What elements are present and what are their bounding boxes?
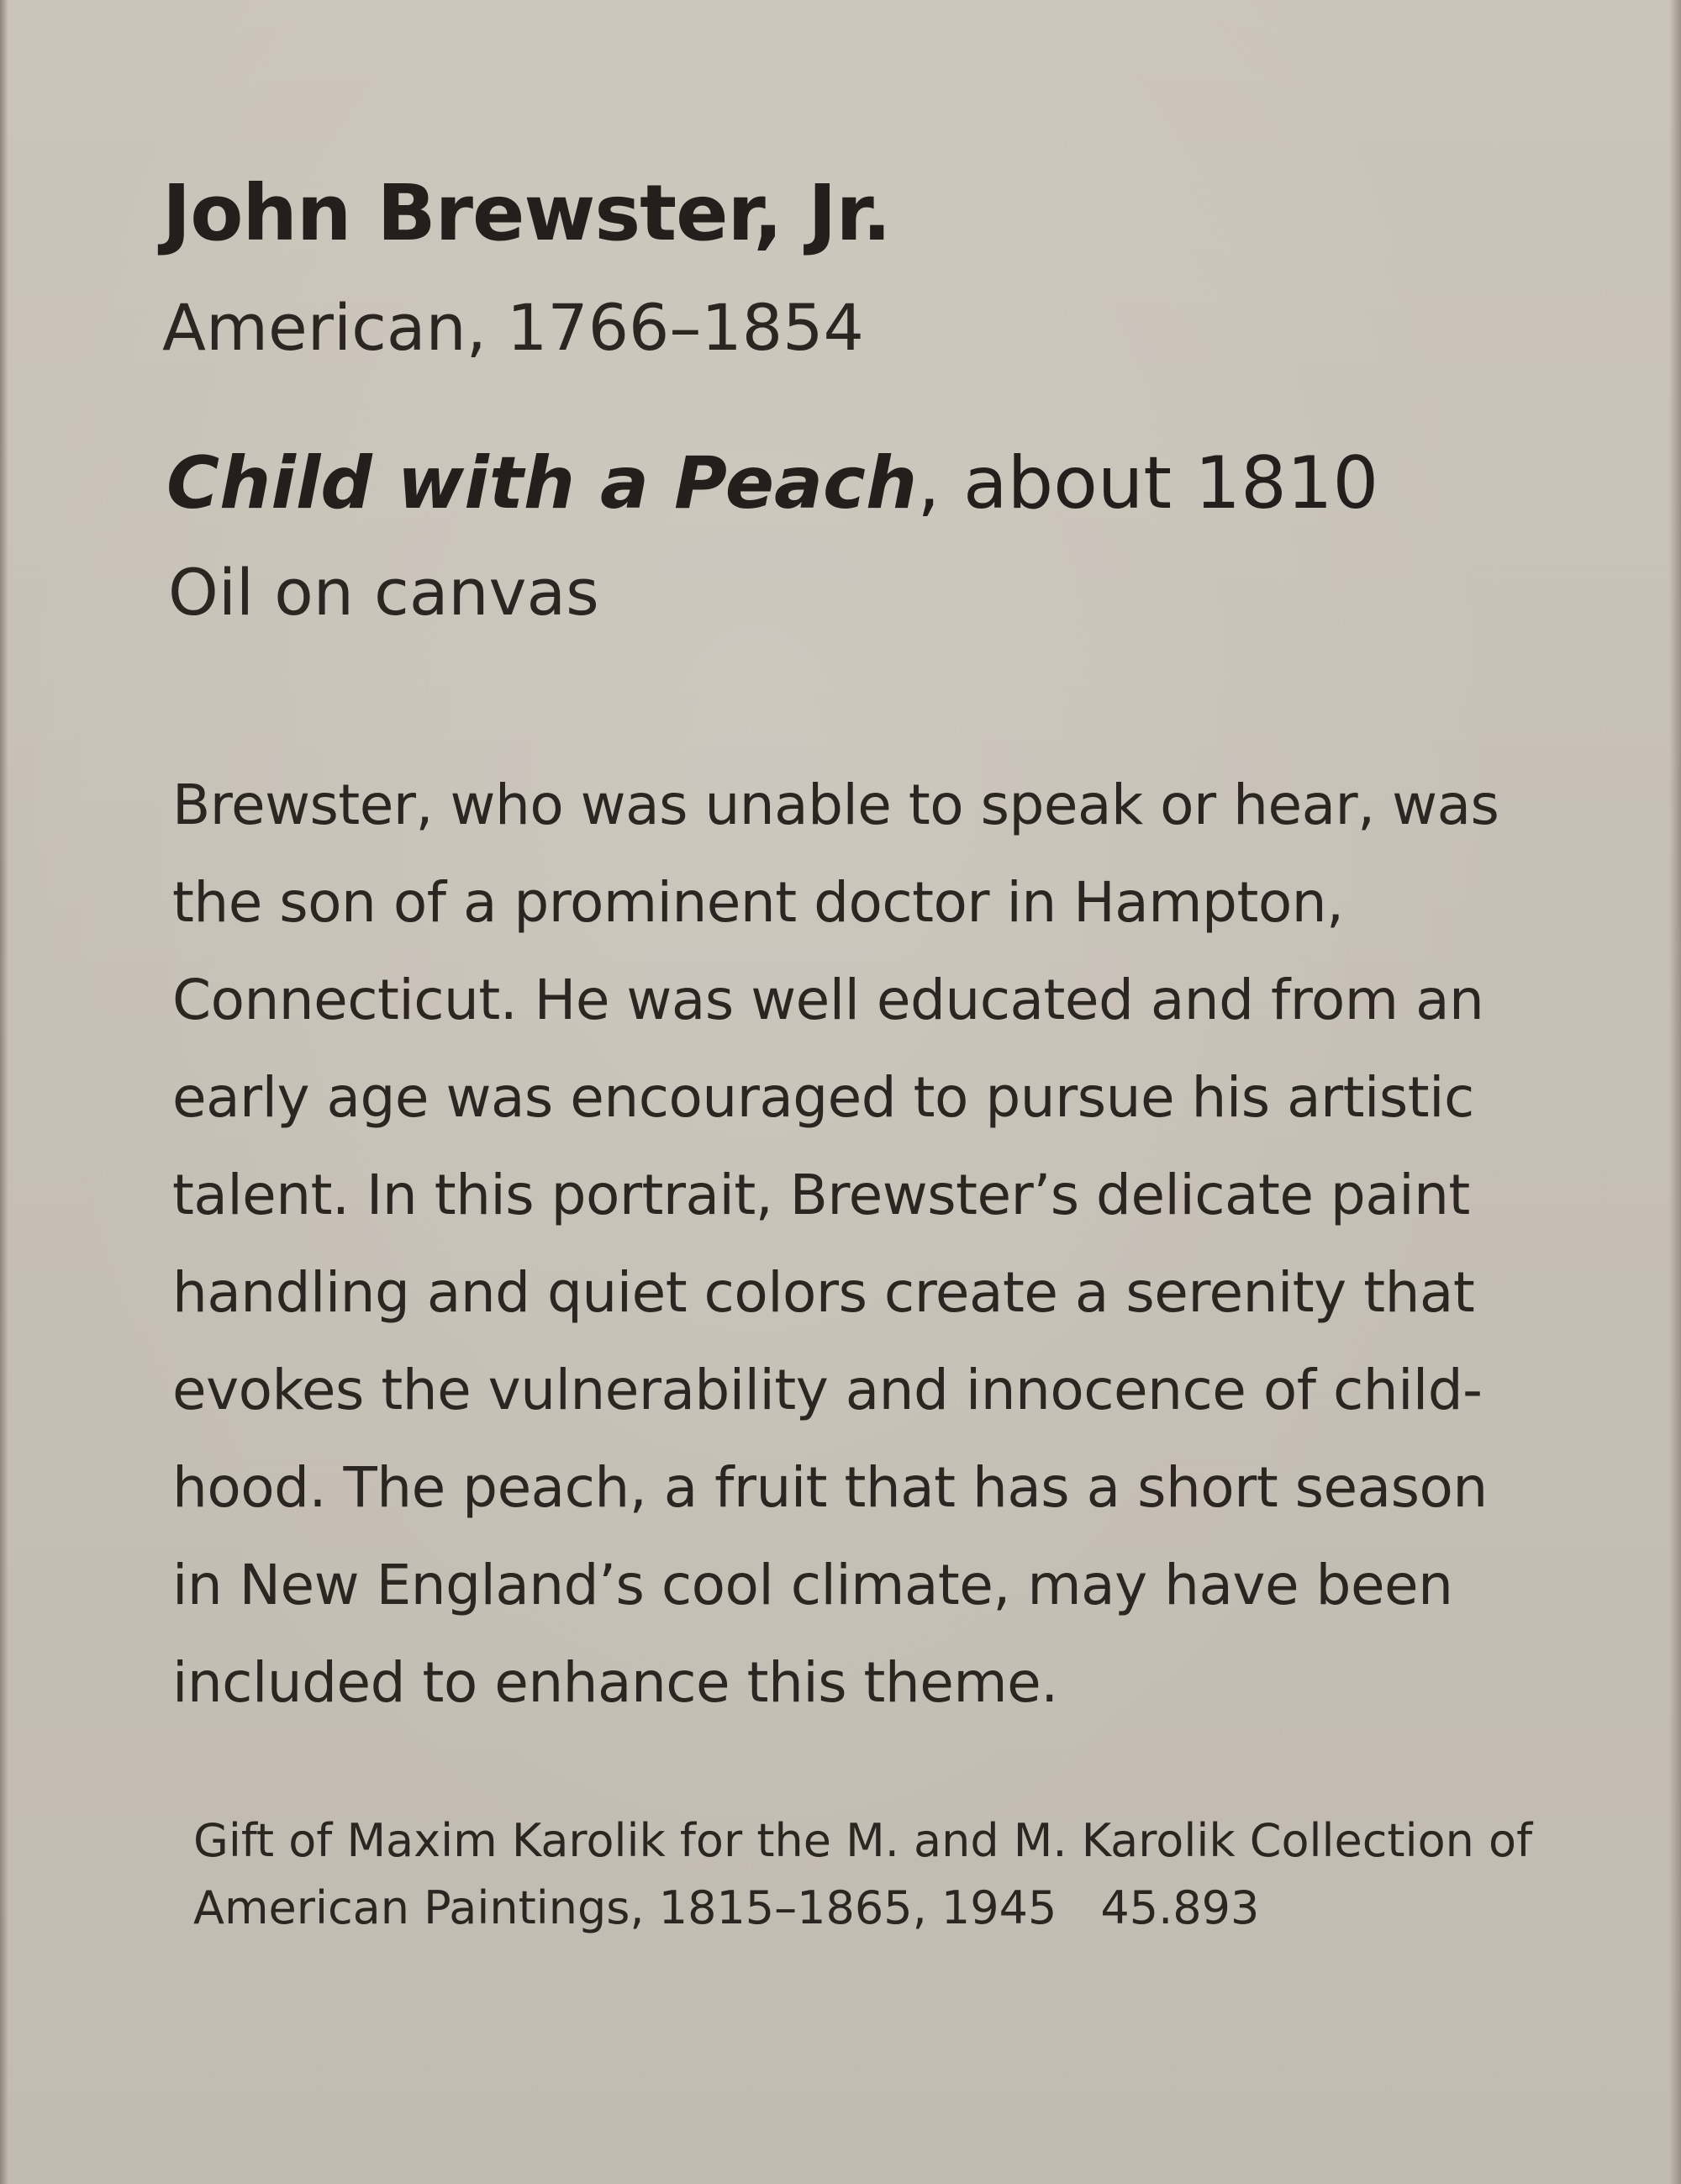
credit-collection-text: American Paintings, 1815–1865, 1945 xyxy=(193,1881,1057,1934)
description-line: included to enhance this theme. xyxy=(172,1650,1058,1715)
description-line: Brewster, who was unable to speak or hear, was xyxy=(172,773,1499,837)
description-line: hood. The peach, a fruit that has a short season xyxy=(172,1455,1488,1520)
artwork-title: Child with a Peach xyxy=(166,441,918,525)
credit-line-1: Gift of Maxim Karolik for the M. and M. Karolik Collection of xyxy=(193,1814,1533,1867)
description-line: early age was encouraged to pursue his artistic xyxy=(172,1065,1474,1130)
description-line: Connecticut. He was well educated and from an xyxy=(172,968,1484,1032)
label-right-edge-shadow xyxy=(1669,0,1681,2184)
label-left-edge-shadow xyxy=(0,0,8,2184)
artist-name: John Brewster, Jr. xyxy=(162,168,891,258)
description-line: the son of a prominent doctor in Hampton, xyxy=(172,870,1344,935)
description-line: talent. In this portrait, Brewster’s delicate paint xyxy=(172,1163,1470,1227)
description-line: evokes the vulnerability and innocence of child- xyxy=(172,1358,1483,1422)
description-line: handling and quiet colors create a serenity that xyxy=(172,1260,1475,1325)
accession-number: 45.893 xyxy=(1100,1881,1260,1934)
artist-nationality-dates: American, 1766–1854 xyxy=(162,290,864,365)
description-paragraph xyxy=(172,757,1551,1732)
credit-line-2 xyxy=(193,1875,1538,1942)
artwork-medium: Oil on canvas xyxy=(168,555,599,630)
artwork-title-line xyxy=(166,441,1378,525)
artwork-date: , about 1810 xyxy=(917,441,1379,525)
credit-line xyxy=(193,1807,1538,1942)
description-line: in New England’s cool climate, may have been xyxy=(172,1553,1453,1617)
